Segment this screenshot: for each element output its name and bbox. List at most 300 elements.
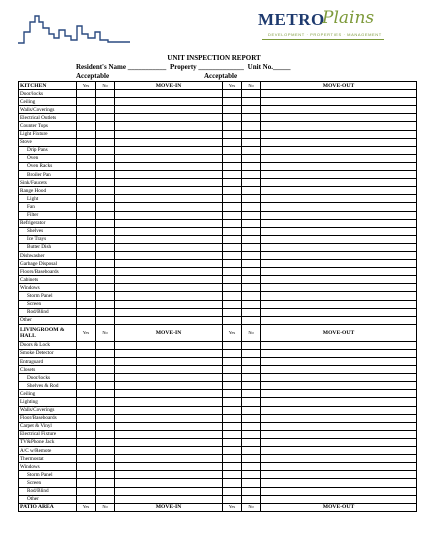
move-in-notes-cell[interactable] (115, 268, 223, 276)
move-out-yes-cell[interactable] (223, 487, 242, 495)
move-in-notes-cell[interactable] (115, 106, 223, 114)
move-in-no-cell[interactable] (96, 382, 115, 390)
move-in-notes-cell[interactable] (115, 292, 223, 300)
move-out-notes-cell[interactable] (261, 260, 417, 268)
move-in-yes-cell[interactable] (77, 187, 96, 195)
move-in-no-cell[interactable] (96, 300, 115, 308)
move-in-no-cell[interactable] (96, 487, 115, 495)
move-in-yes-cell[interactable] (77, 154, 96, 162)
move-in-notes-cell[interactable] (115, 487, 223, 495)
move-out-no-cell[interactable] (242, 300, 261, 308)
move-out-notes-cell[interactable] (261, 292, 417, 300)
move-in-notes-cell[interactable] (115, 438, 223, 446)
move-in-no-cell[interactable] (96, 341, 115, 349)
move-in-no-cell[interactable] (96, 195, 115, 203)
move-out-no-cell[interactable] (242, 106, 261, 114)
move-in-no-cell[interactable] (96, 308, 115, 316)
move-out-notes-cell[interactable] (261, 130, 417, 138)
move-in-no-cell[interactable] (96, 463, 115, 471)
move-out-no-cell[interactable] (242, 308, 261, 316)
move-out-yes-cell[interactable] (223, 422, 242, 430)
move-in-no-cell[interactable] (96, 471, 115, 479)
move-in-yes-cell[interactable] (77, 243, 96, 251)
move-in-yes-cell[interactable] (77, 235, 96, 243)
move-in-no-cell[interactable] (96, 260, 115, 268)
move-in-notes-cell[interactable] (115, 187, 223, 195)
move-out-yes-cell[interactable] (223, 203, 242, 211)
move-in-yes-cell[interactable] (77, 146, 96, 154)
move-in-no-cell[interactable] (96, 276, 115, 284)
move-in-notes-cell[interactable] (115, 495, 223, 503)
move-in-no-cell[interactable] (96, 430, 115, 438)
move-in-yes-cell[interactable] (77, 487, 96, 495)
move-out-no-cell[interactable] (242, 211, 261, 219)
move-in-yes-cell[interactable] (77, 138, 96, 146)
move-out-no-cell[interactable] (242, 227, 261, 235)
move-out-yes-cell[interactable] (223, 130, 242, 138)
move-out-no-cell[interactable] (242, 146, 261, 154)
move-in-yes-cell[interactable] (77, 316, 96, 324)
move-in-yes-cell[interactable] (77, 374, 96, 382)
move-out-yes-cell[interactable] (223, 366, 242, 374)
move-out-no-cell[interactable] (242, 487, 261, 495)
move-in-notes-cell[interactable] (115, 308, 223, 316)
move-out-yes-cell[interactable] (223, 398, 242, 406)
move-in-no-cell[interactable] (96, 154, 115, 162)
move-in-notes-cell[interactable] (115, 349, 223, 357)
move-in-yes-cell[interactable] (77, 382, 96, 390)
property-field[interactable]: Property _____________ (169, 63, 244, 71)
move-in-notes-cell[interactable] (115, 219, 223, 227)
move-in-yes-cell[interactable] (77, 463, 96, 471)
move-out-no-cell[interactable] (242, 187, 261, 195)
move-in-yes-cell[interactable] (77, 90, 96, 98)
move-out-yes-cell[interactable] (223, 154, 242, 162)
move-in-no-cell[interactable] (96, 98, 115, 106)
move-in-notes-cell[interactable] (115, 203, 223, 211)
move-in-yes-cell[interactable] (77, 398, 96, 406)
move-out-yes-cell[interactable] (223, 138, 242, 146)
move-out-yes-cell[interactable] (223, 308, 242, 316)
move-in-no-cell[interactable] (96, 162, 115, 170)
move-out-notes-cell[interactable] (261, 146, 417, 154)
move-in-no-cell[interactable] (96, 235, 115, 243)
move-in-notes-cell[interactable] (115, 154, 223, 162)
move-in-notes-cell[interactable] (115, 162, 223, 170)
move-in-notes-cell[interactable] (115, 98, 223, 106)
move-in-notes-cell[interactable] (115, 90, 223, 98)
move-in-yes-cell[interactable] (77, 438, 96, 446)
move-out-yes-cell[interactable] (223, 406, 242, 414)
move-in-no-cell[interactable] (96, 171, 115, 179)
move-out-yes-cell[interactable] (223, 211, 242, 219)
move-out-no-cell[interactable] (242, 455, 261, 463)
move-out-yes-cell[interactable] (223, 276, 242, 284)
move-in-no-cell[interactable] (96, 495, 115, 503)
move-in-yes-cell[interactable] (77, 203, 96, 211)
move-in-yes-cell[interactable] (77, 162, 96, 170)
move-out-notes-cell[interactable] (261, 341, 417, 349)
move-in-yes-cell[interactable] (77, 219, 96, 227)
move-out-yes-cell[interactable] (223, 243, 242, 251)
move-out-no-cell[interactable] (242, 276, 261, 284)
move-out-notes-cell[interactable] (261, 308, 417, 316)
move-in-yes-cell[interactable] (77, 227, 96, 235)
move-out-no-cell[interactable] (242, 414, 261, 422)
move-in-notes-cell[interactable] (115, 195, 223, 203)
item-label: Floor/Baseboards (19, 414, 77, 422)
move-out-no-cell[interactable] (242, 284, 261, 292)
move-in-notes-cell[interactable] (115, 390, 223, 398)
move-in-yes-cell[interactable] (77, 414, 96, 422)
move-in-notes-cell[interactable] (115, 146, 223, 154)
move-out-notes-cell[interactable] (261, 366, 417, 374)
move-out-notes-cell[interactable] (261, 154, 417, 162)
move-out-notes-cell[interactable] (261, 447, 417, 455)
resident-name-field[interactable]: Resident's Name ___________ (76, 63, 167, 71)
move-out-no-cell[interactable] (242, 114, 261, 122)
move-in-yes-cell[interactable] (77, 276, 96, 284)
move-out-notes-cell[interactable] (261, 390, 417, 398)
move-in-notes-cell[interactable] (115, 179, 223, 187)
move-in-no-cell[interactable] (96, 406, 115, 414)
move-out-yes-cell[interactable] (223, 162, 242, 170)
move-in-no-cell[interactable] (96, 179, 115, 187)
move-out-notes-cell[interactable] (261, 106, 417, 114)
move-in-notes-cell[interactable] (115, 276, 223, 284)
move-in-yes-cell[interactable] (77, 292, 96, 300)
move-out-yes-cell[interactable] (223, 414, 242, 422)
move-out-notes-cell[interactable] (261, 463, 417, 471)
move-out-yes-cell[interactable] (223, 171, 242, 179)
move-in-notes-cell[interactable] (115, 382, 223, 390)
move-out-yes-cell[interactable] (223, 341, 242, 349)
move-in-yes-cell[interactable] (77, 349, 96, 357)
move-out-yes-cell[interactable] (223, 187, 242, 195)
move-out-no-cell[interactable] (242, 422, 261, 430)
move-out-notes-cell[interactable] (261, 414, 417, 422)
move-in-yes-cell[interactable] (77, 171, 96, 179)
move-in-no-cell[interactable] (96, 211, 115, 219)
move-out-notes-cell[interactable] (261, 235, 417, 243)
move-in-no-cell[interactable] (96, 227, 115, 235)
move-out-no-cell[interactable] (242, 495, 261, 503)
move-out-notes-cell[interactable] (261, 211, 417, 219)
move-in-notes-cell[interactable] (115, 455, 223, 463)
move-out-notes-cell[interactable] (261, 479, 417, 487)
move-in-notes-cell[interactable] (115, 471, 223, 479)
move-out-yes-cell[interactable] (223, 251, 242, 259)
move-out-yes-cell[interactable] (223, 471, 242, 479)
move-out-yes-cell[interactable] (223, 260, 242, 268)
move-out-notes-cell[interactable] (261, 203, 417, 211)
move-in-notes-cell[interactable] (115, 414, 223, 422)
move-out-notes-cell[interactable] (261, 162, 417, 170)
move-out-no-cell[interactable] (242, 179, 261, 187)
move-out-no-cell[interactable] (242, 243, 261, 251)
move-out-notes-cell[interactable] (261, 438, 417, 446)
move-in-no-cell[interactable] (96, 187, 115, 195)
move-out-notes-cell[interactable] (261, 195, 417, 203)
move-out-notes-cell[interactable] (261, 495, 417, 503)
move-in-yes-cell[interactable] (77, 358, 96, 366)
move-in-no-cell[interactable] (96, 146, 115, 154)
move-in-no-cell[interactable] (96, 479, 115, 487)
move-out-no-header: No (242, 324, 261, 341)
move-out-no-cell[interactable] (242, 316, 261, 324)
move-in-notes-cell[interactable] (115, 138, 223, 146)
move-in-yes-cell[interactable] (77, 390, 96, 398)
move-out-yes-cell[interactable] (223, 284, 242, 292)
move-out-yes-cell[interactable] (223, 146, 242, 154)
move-in-no-cell[interactable] (96, 316, 115, 324)
move-out-no-cell[interactable] (242, 438, 261, 446)
move-out-yes-cell[interactable] (223, 90, 242, 98)
move-in-no-cell[interactable] (96, 366, 115, 374)
move-in-yes-cell[interactable] (77, 260, 96, 268)
move-in-no-cell[interactable] (96, 358, 115, 366)
move-in-no-cell[interactable] (96, 438, 115, 446)
move-out-yes-cell[interactable] (223, 479, 242, 487)
move-in-notes-cell[interactable] (115, 243, 223, 251)
move-in-no-cell[interactable] (96, 114, 115, 122)
move-in-no-cell[interactable] (96, 292, 115, 300)
move-in-yes-cell[interactable] (77, 422, 96, 430)
move-in-yes-cell[interactable] (77, 406, 96, 414)
move-in-notes-cell[interactable] (115, 316, 223, 324)
move-out-notes-cell[interactable] (261, 471, 417, 479)
move-out-yes-cell[interactable] (223, 349, 242, 357)
move-in-notes-cell[interactable] (115, 341, 223, 349)
move-out-no-cell[interactable] (242, 471, 261, 479)
move-out-yes-cell[interactable] (223, 227, 242, 235)
move-out-notes-cell[interactable] (261, 406, 417, 414)
move-out-notes-cell[interactable] (261, 374, 417, 382)
move-in-yes-cell[interactable] (77, 430, 96, 438)
move-out-notes-cell[interactable] (261, 179, 417, 187)
move-in-yes-cell[interactable] (77, 300, 96, 308)
move-out-notes-cell[interactable] (261, 300, 417, 308)
move-in-yes-cell[interactable] (77, 495, 96, 503)
move-out-yes-cell[interactable] (223, 195, 242, 203)
move-out-no-cell[interactable] (242, 138, 261, 146)
move-in-yes-cell[interactable] (77, 251, 96, 259)
move-in-no-cell[interactable] (96, 106, 115, 114)
move-out-no-cell[interactable] (242, 130, 261, 138)
move-in-no-cell[interactable] (96, 422, 115, 430)
move-out-no-cell[interactable] (242, 90, 261, 98)
move-in-notes-cell[interactable] (115, 130, 223, 138)
move-out-notes-cell[interactable] (261, 349, 417, 357)
move-in-notes-cell[interactable] (115, 235, 223, 243)
move-out-no-cell[interactable] (242, 479, 261, 487)
move-out-notes-cell[interactable] (261, 219, 417, 227)
move-out-yes-cell[interactable] (223, 455, 242, 463)
move-out-no-cell[interactable] (242, 463, 261, 471)
move-in-no-cell[interactable] (96, 414, 115, 422)
move-out-no-cell[interactable] (242, 154, 261, 162)
move-in-notes-cell[interactable] (115, 463, 223, 471)
move-in-no-cell[interactable] (96, 219, 115, 227)
move-out-no-cell[interactable] (242, 235, 261, 243)
move-in-notes-cell[interactable] (115, 300, 223, 308)
move-in-yes-cell[interactable] (77, 455, 96, 463)
move-out-no-cell[interactable] (242, 195, 261, 203)
move-out-notes-cell[interactable] (261, 276, 417, 284)
move-out-yes-cell[interactable] (223, 463, 242, 471)
move-out-notes-cell[interactable] (261, 422, 417, 430)
move-out-no-cell[interactable] (242, 447, 261, 455)
move-out-notes-cell[interactable] (261, 98, 417, 106)
move-out-yes-cell[interactable] (223, 382, 242, 390)
move-in-yes-cell[interactable] (77, 195, 96, 203)
move-in-no-cell[interactable] (96, 455, 115, 463)
move-in-no-cell[interactable] (96, 138, 115, 146)
move-in-notes-cell[interactable] (115, 251, 223, 259)
move-in-notes-cell[interactable] (115, 422, 223, 430)
move-out-yes-cell[interactable] (223, 106, 242, 114)
move-in-notes-cell[interactable] (115, 406, 223, 414)
move-out-no-cell[interactable] (242, 374, 261, 382)
move-in-yes-cell[interactable] (77, 447, 96, 455)
move-out-no-cell[interactable] (242, 260, 261, 268)
move-out-notes-cell[interactable] (261, 268, 417, 276)
move-out-yes-cell[interactable] (223, 98, 242, 106)
move-out-notes-cell[interactable] (261, 382, 417, 390)
move-out-no-cell[interactable] (242, 268, 261, 276)
move-in-notes-cell[interactable] (115, 398, 223, 406)
move-out-no-cell[interactable] (242, 430, 261, 438)
move-in-no-cell[interactable] (96, 203, 115, 211)
move-out-yes-cell[interactable] (223, 430, 242, 438)
move-in-yes-cell[interactable] (77, 114, 96, 122)
move-in-yes-cell[interactable] (77, 308, 96, 316)
move-in-no-cell[interactable] (96, 243, 115, 251)
unit-number-field[interactable]: Unit No._____ (247, 63, 291, 71)
move-in-yes-cell[interactable] (77, 479, 96, 487)
move-in-notes-cell[interactable] (115, 374, 223, 382)
move-out-notes-cell[interactable] (261, 171, 417, 179)
move-in-notes-cell[interactable] (115, 211, 223, 219)
move-out-no-cell[interactable] (242, 406, 261, 414)
move-in-notes-cell[interactable] (115, 260, 223, 268)
move-out-notes-cell[interactable] (261, 90, 417, 98)
move-out-yes-cell[interactable] (223, 268, 242, 276)
move-out-yes-cell[interactable] (223, 495, 242, 503)
move-out-no-cell[interactable] (242, 341, 261, 349)
move-out-no-cell[interactable] (242, 398, 261, 406)
move-in-no-cell[interactable] (96, 390, 115, 398)
move-out-no-cell[interactable] (242, 98, 261, 106)
move-out-notes-cell[interactable] (261, 284, 417, 292)
move-in-yes-cell[interactable] (77, 98, 96, 106)
move-in-notes-cell[interactable] (115, 366, 223, 374)
move-in-no-cell[interactable] (96, 90, 115, 98)
move-in-yes-cell[interactable] (77, 106, 96, 114)
move-in-notes-cell[interactable] (115, 227, 223, 235)
move-out-notes-cell[interactable] (261, 122, 417, 130)
move-in-yes-cell[interactable] (77, 122, 96, 130)
move-out-notes-cell[interactable] (261, 316, 417, 324)
move-out-yes-cell[interactable] (223, 292, 242, 300)
move-in-yes-cell[interactable] (77, 179, 96, 187)
move-out-yes-cell[interactable] (223, 300, 242, 308)
move-out-no-cell[interactable] (242, 219, 261, 227)
move-out-yes-cell[interactable] (223, 390, 242, 398)
move-out-notes-cell[interactable] (261, 487, 417, 495)
move-out-notes-cell[interactable] (261, 187, 417, 195)
move-out-no-cell[interactable] (242, 382, 261, 390)
move-out-yes-cell[interactable] (223, 316, 242, 324)
move-out-notes-cell[interactable] (261, 455, 417, 463)
move-out-no-cell[interactable] (242, 251, 261, 259)
move-out-no-cell[interactable] (242, 122, 261, 130)
move-in-no-cell[interactable] (96, 374, 115, 382)
move-in-no-cell[interactable] (96, 268, 115, 276)
item-label: Storm Panel (19, 292, 77, 300)
move-out-no-cell[interactable] (242, 171, 261, 179)
move-out-yes-cell[interactable] (223, 219, 242, 227)
move-in-notes-cell[interactable] (115, 447, 223, 455)
move-in-no-cell[interactable] (96, 251, 115, 259)
move-out-yes-cell[interactable] (223, 235, 242, 243)
move-in-notes-cell[interactable] (115, 122, 223, 130)
move-out-notes-cell[interactable] (261, 138, 417, 146)
move-out-notes-cell[interactable] (261, 251, 417, 259)
move-in-notes-cell[interactable] (115, 479, 223, 487)
move-in-yes-cell[interactable] (77, 366, 96, 374)
move-out-notes-cell[interactable] (261, 114, 417, 122)
move-out-notes-cell[interactable] (261, 227, 417, 235)
move-out-notes-cell[interactable] (261, 358, 417, 366)
move-in-no-cell[interactable] (96, 349, 115, 357)
move-out-yes-cell[interactable] (223, 358, 242, 366)
move-in-no-cell[interactable] (96, 122, 115, 130)
move-in-yes-cell[interactable] (77, 130, 96, 138)
move-in-yes-cell[interactable] (77, 341, 96, 349)
move-in-no-cell[interactable] (96, 447, 115, 455)
move-out-yes-cell[interactable] (223, 447, 242, 455)
move-in-no-cell[interactable] (96, 130, 115, 138)
move-in-notes-cell[interactable] (115, 284, 223, 292)
move-in-yes-cell[interactable] (77, 284, 96, 292)
move-out-notes-cell[interactable] (261, 430, 417, 438)
move-out-no-cell[interactable] (242, 358, 261, 366)
move-out-no-cell[interactable] (242, 203, 261, 211)
move-out-yes-cell[interactable] (223, 374, 242, 382)
move-in-yes-cell[interactable] (77, 268, 96, 276)
move-out-yes-cell[interactable] (223, 122, 242, 130)
move-in-notes-cell[interactable] (115, 358, 223, 366)
move-out-notes-cell[interactable] (261, 398, 417, 406)
move-out-no-cell[interactable] (242, 366, 261, 374)
move-in-yes-cell[interactable] (77, 471, 96, 479)
move-out-no-cell[interactable] (242, 390, 261, 398)
move-in-no-cell[interactable] (96, 284, 115, 292)
move-out-yes-cell[interactable] (223, 179, 242, 187)
move-in-notes-cell[interactable] (115, 114, 223, 122)
move-out-no-cell[interactable] (242, 292, 261, 300)
move-out-no-cell[interactable] (242, 349, 261, 357)
move-out-no-cell[interactable] (242, 162, 261, 170)
move-in-notes-cell[interactable] (115, 171, 223, 179)
move-out-yes-cell[interactable] (223, 438, 242, 446)
move-in-notes-cell[interactable] (115, 430, 223, 438)
move-in-no-cell[interactable] (96, 398, 115, 406)
move-out-notes-cell[interactable] (261, 243, 417, 251)
move-in-yes-cell[interactable] (77, 211, 96, 219)
move-out-yes-cell[interactable] (223, 114, 242, 122)
